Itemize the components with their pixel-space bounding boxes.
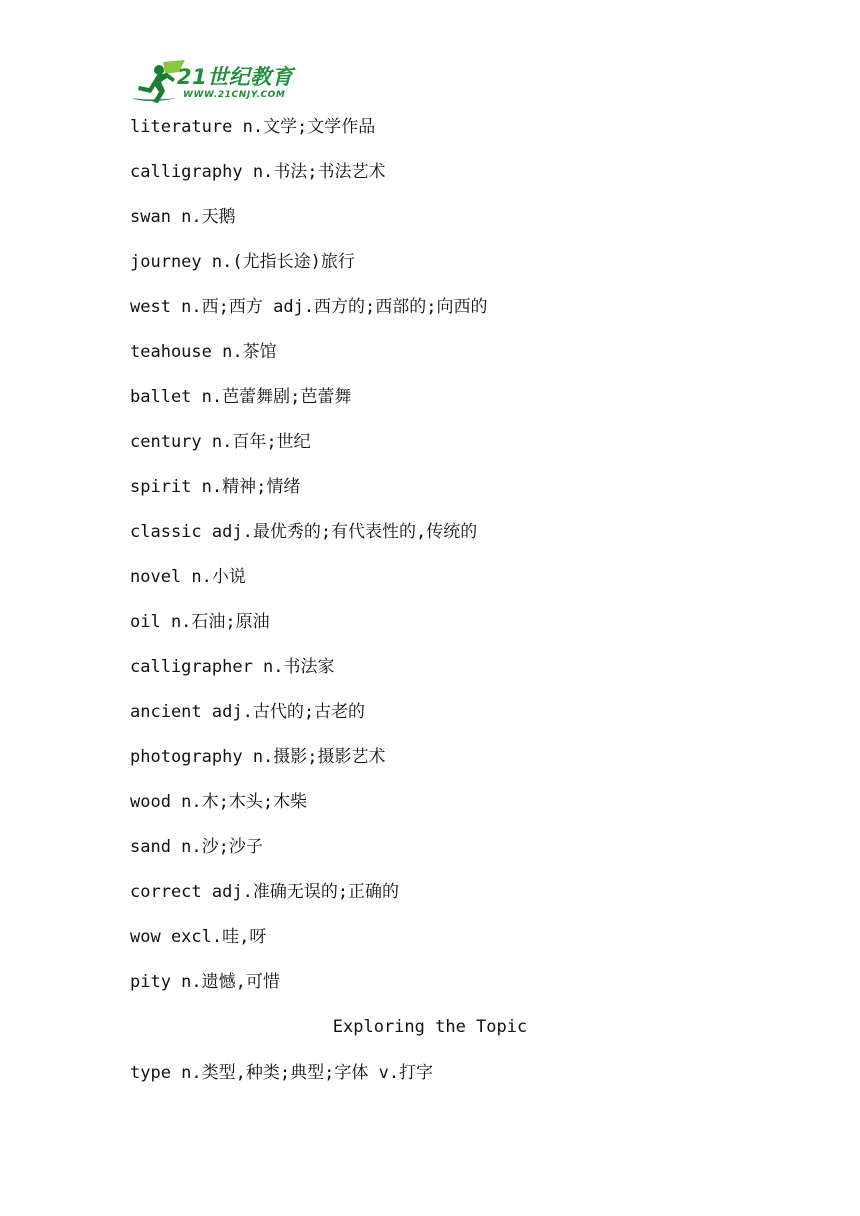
vocab-entry: classic adj.最优秀的;有代表性的,传统的 (130, 522, 478, 542)
logo (129, 58, 294, 104)
vocab-entry: ancient adj.古代的;古老的 (130, 702, 366, 722)
vocab-entry: sand n.沙;沙子 (130, 837, 263, 857)
vocab-entry: type n.类型,种类;典型;字体 v.打字 (130, 1063, 434, 1083)
vocab-entry: pity n.遗憾,可惜 (130, 972, 280, 992)
vocab-entry: spirit n.精神;情绪 (130, 477, 301, 497)
vocab-entry: west n.西;西方 adj.西方的;西部的;向西的 (130, 297, 488, 317)
vocab-entry: correct adj.准确无误的;正确的 (130, 882, 400, 902)
vocab-entry: ballet n.芭蕾舞剧;芭蕾舞 (130, 387, 352, 407)
vocab-entry: journey n.(尤指长途)旅行 (130, 252, 355, 272)
vocab-entry: swan n.天鹅 (130, 207, 236, 227)
vocab-entry: photography n.摄影;摄影艺术 (130, 747, 386, 767)
vocab-entry: calligrapher n.书法家 (130, 657, 335, 677)
vocab-entry: oil n.石油;原油 (130, 612, 270, 632)
vocab-entry: teahouse n.茶馆 (130, 342, 277, 362)
vocab-entry: wood n.木;木头;木柴 (130, 792, 308, 812)
vocab-entry: calligraphy n.书法;书法艺术 (130, 162, 386, 182)
vocab-entry: century n.百年;世纪 (130, 432, 311, 452)
logo-brand-text: 21世纪教育 (177, 65, 294, 89)
vocab-list-2 (130, 1058, 433, 1103)
vocab-entry: literature n.文学;文学作品 (130, 117, 376, 137)
vocab-entry: wow excl.哇,呀 (130, 927, 267, 947)
vocab-entry: novel n.小说 (130, 567, 246, 587)
logo-url-text: WWW.21CNJY.COM (183, 90, 286, 100)
vocab-list (130, 112, 730, 1012)
section-heading: Exploring the Topic (332, 1017, 528, 1037)
